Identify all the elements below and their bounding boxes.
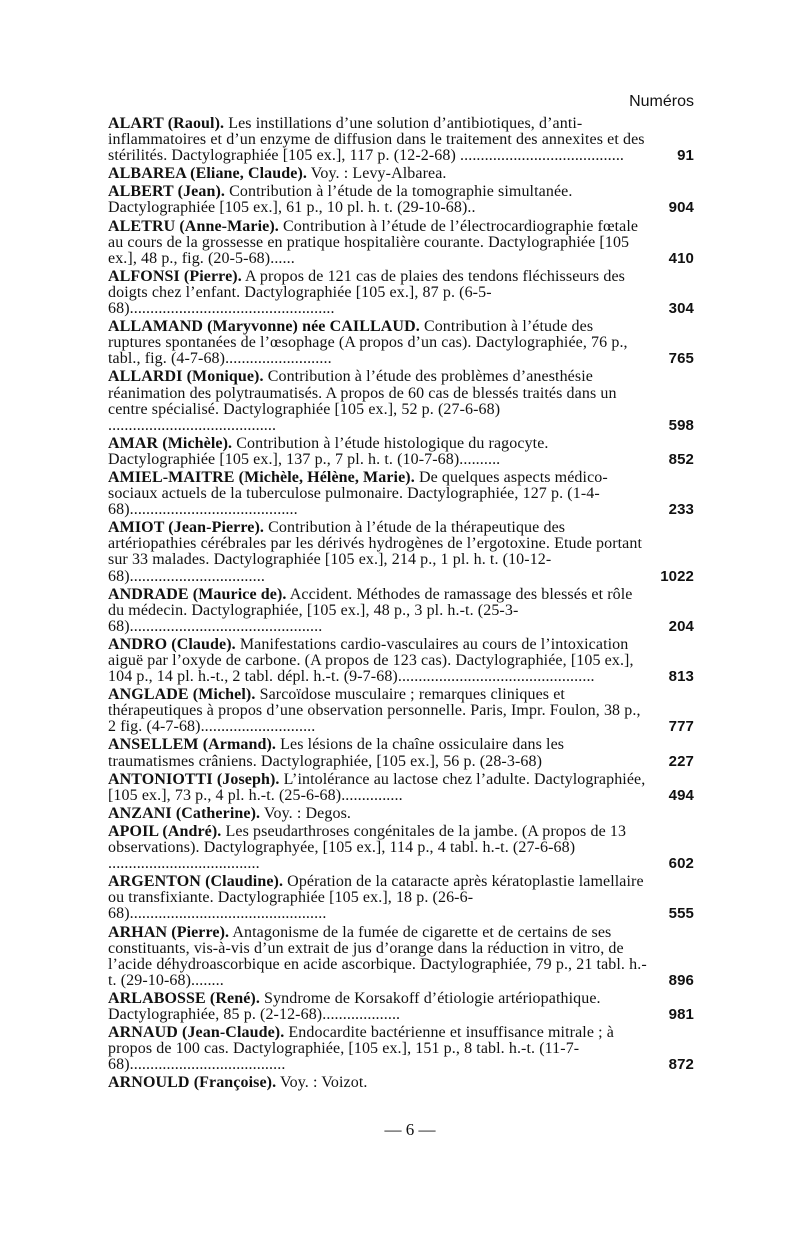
list-item: [108, 1025, 694, 1073]
entry-number: 872: [668, 1056, 694, 1074]
entry-description: Contribution à l’étude de la tomographie simultanée. Dactylographiée [105 ex.], 61 p., 10 pl. h. t. (29-10-68)..: [108, 183, 573, 217]
entry-author: ARGENTON (Claudine).: [108, 873, 284, 891]
entry-description: Contribution à l’étude histologique du ragocyte. Dactylographiée [105 ex.], 137 p., 7 pl. h. t. (10-7-68)..........: [108, 434, 549, 468]
entry-author: ANGLADE (Michel).: [108, 686, 256, 704]
entry-author: ARHAN (Pierre).: [108, 923, 230, 941]
entry-number: 904: [668, 199, 694, 217]
entry-author: ARLABOSSE (René).: [108, 989, 260, 1007]
entry-author: ANTONIOTTI (Joseph).: [108, 770, 280, 788]
column-header-numeros: Numéros: [629, 93, 694, 110]
list-item: [108, 269, 694, 317]
list-item: [108, 369, 694, 433]
list-item: [108, 470, 694, 518]
entry-description: Contribution à l’étude de l’électrocardiographie fœtale au cours de la grossesse en pratique hospitalière courante. Dactylographiée [105 ex.], 48 p., fig. (20-5-68)......: [108, 217, 639, 267]
entry-description: Contribution à l’étude des ruptures spontanées de l’œsophage (A propos d’un cas). Dactylographiée, 76 p., tabl., fig. (4-7-68)..........................: [108, 318, 628, 368]
entry-description: Les pseudarthroses congénitales de la jambe. (A propos de 13 observations). Dactylographyée, [105 ex.], 114 p., 4 tabl. h.-t. (27-6-68) .....................................: [108, 822, 627, 873]
list-item: [108, 184, 694, 216]
list-item: [108, 925, 694, 989]
entry-number: 204: [668, 617, 694, 635]
entry-author: AMAR (Michèle).: [108, 434, 233, 452]
entry-author: ALETRU (Anne-Marie).: [108, 217, 279, 235]
entry-author: AMIOT (Jean-Pierre).: [108, 519, 265, 537]
entry-description: De quelques aspects médico-sociaux actuels de la tuberculose pulmonaire. Dactylographiée, 127 p. (1-4-68).........................................: [108, 468, 608, 519]
entry-description: Contribution à l’étude des problèmes d’anesthésie réanimation des polytraumatisés. A propos de 60 cas de blessés traités dans un centre spécialisé. Dactylographiée [105 ex.], 52 p. (27-6-68) .........................................: [108, 368, 617, 434]
entry-number: 494: [668, 786, 694, 804]
entry-author: ANSELLEM (Armand).: [108, 736, 277, 754]
list-item: [108, 637, 694, 685]
entry-description: Contribution à l’étude de la thérapeutique des artériopathies cérébrales par les dérivés hydrogènes de l’ergotoxine. Etude portant sur 33 malades. Dactylographiée [105 ex.], 214 p., 1 pl. h. t. (10-12-68).................................: [108, 519, 643, 585]
list-item: [108, 737, 694, 769]
entry-author: ALBERT (Jean).: [108, 183, 226, 201]
entry-number: 852: [668, 450, 694, 468]
list-item: [108, 219, 694, 267]
list-item: [108, 806, 694, 822]
entry-number: 227: [668, 752, 694, 770]
list-item: [108, 687, 694, 735]
bibliography-entries: [108, 116, 694, 1093]
list-item: [108, 436, 694, 468]
entry-description: Syndrome de Korsakoff d’étiologie artériopathique. Dactylographiée, 85 p. (2-12-68)...................: [108, 989, 601, 1023]
list-item: [108, 824, 694, 872]
entry-description: Accident. Méthodes de ramassage des blessés et rôle du médecin. Dactylographiée, [105 ex.], 48 p., 3 pl. h.-t. (25-3-68)...............................................: [108, 585, 633, 635]
entry-number: 602: [668, 855, 694, 873]
entry-description: Endocardite bactérienne et insuffisance mitrale ; à propos de 100 cas. Dactylographiée, [105 ex.], 151 p., 8 tabl. h.-t. (11-7-68)......................................: [108, 1024, 614, 1074]
list-item: [108, 116, 694, 164]
entry-author: ANZANI (Catherine).: [108, 804, 261, 822]
entry-author: ANDRO (Claude).: [108, 635, 236, 653]
entry-author: AMIEL-MAITRE (Michèle, Hélène, Marie).: [108, 468, 415, 486]
entry-description: Voy. : Degos.: [263, 804, 352, 822]
entry-number: 410: [668, 249, 694, 267]
entry-number: 233: [668, 501, 694, 519]
entry-author: ARNAUD (Jean-Claude).: [108, 1024, 285, 1042]
entry-description: Voy. : Levy-Albarea.: [310, 165, 447, 183]
list-item: [108, 991, 694, 1023]
entry-description: Manifestations cardio-vasculaires au cours de l’intoxication aiguë par l’oxyde de carbone. (A propos de 123 cas). Dactylographiée, [105 ex.], 104 p., 14 pl. h.-t., 2 tabl. dépl. h.-t. (9-7-68)................................................: [108, 635, 634, 686]
entry-number: 765: [668, 350, 694, 368]
entry-number: 813: [668, 668, 694, 686]
entry-number: 981: [668, 1005, 694, 1023]
entry-author: ALART (Raoul).: [108, 115, 225, 132]
entry-description: L’intolérance au lactose chez l’adulte. Dactylographiée, [105 ex.], 73 p., 4 pl. h.-t. (25-6-68)...............: [108, 770, 646, 804]
entry-number: 896: [668, 971, 694, 989]
page-number: — 6 —: [384, 1120, 436, 1139]
entry-author: ALLARDI (Monique).: [108, 368, 264, 386]
entry-description: A propos de 121 cas de plaies des tendons fléchisseurs des doigts chez l’enfant. Dactylographiée [105 ex.], 87 p. (6-5-68)..................................................: [108, 267, 625, 318]
entry-author: ANDRADE (Maurice de).: [108, 585, 287, 603]
entry-author: ALFONSI (Pierre).: [108, 267, 242, 285]
entry-author: ALLAMAND (Maryvonne) née CAILLAUD.: [108, 318, 420, 336]
entry-number: 555: [668, 905, 694, 923]
list-item: [108, 874, 694, 922]
list-item: [108, 772, 694, 804]
entry-description: Les instillations d’une solution d’antibiotiques, d’anti-inflammatoires et d’un enzyme de diffusion dans le traitement des annexites et des stérilités. Dactylographiée [105 ex.], 117 p. (12-2-68) ........................................: [108, 115, 645, 165]
entry-author: ALBAREA (Eliane, Claude).: [108, 165, 307, 183]
list-item: [108, 587, 694, 635]
entry-description: Sarcoïdose musculaire ; remarques cliniques et thérapeutiques à propos d’une observation personnelle. Paris, Impr. Foulon, 38 p., 2 fig. (4-7-68)............................: [108, 686, 641, 736]
list-item: [108, 319, 694, 367]
list-item: [108, 520, 694, 584]
entry-number: 1022: [660, 567, 694, 585]
entry-number: 777: [668, 718, 694, 736]
entry-description: Les lésions de la chaîne ossiculaire dans les traumatismes crâniens. Dactylographiée, [105 ex.], 56 p. (28-3-68): [108, 736, 565, 770]
entry-number: 598: [668, 416, 694, 434]
entry-description: Voy. : Voizot.: [280, 1074, 368, 1092]
entry-author: APOIL (André).: [108, 822, 222, 840]
list-item: [108, 1075, 694, 1091]
entry-number: 91: [677, 147, 694, 165]
entry-description: Antagonisme de la fumée de cigarette et de certains de ses constituants, vis-à-vis d’un extrait de jus d’orange dans la réduction in vitro, de l’acide déhydroascorbique en acide ascorbique. Dactylographiée, 79 p., 21 tabl. h.-t. (29-10-68)........: [108, 923, 647, 989]
list-item: [108, 166, 694, 182]
entry-number: 304: [668, 300, 694, 318]
entry-description: Opération de la cataracte après kératoplastie lamellaire ou transfixiante. Dactylographiée [105 ex.], 18 p. (26-6-68)................................................: [108, 873, 644, 923]
entry-author: ARNOULD (Françoise).: [108, 1074, 277, 1092]
